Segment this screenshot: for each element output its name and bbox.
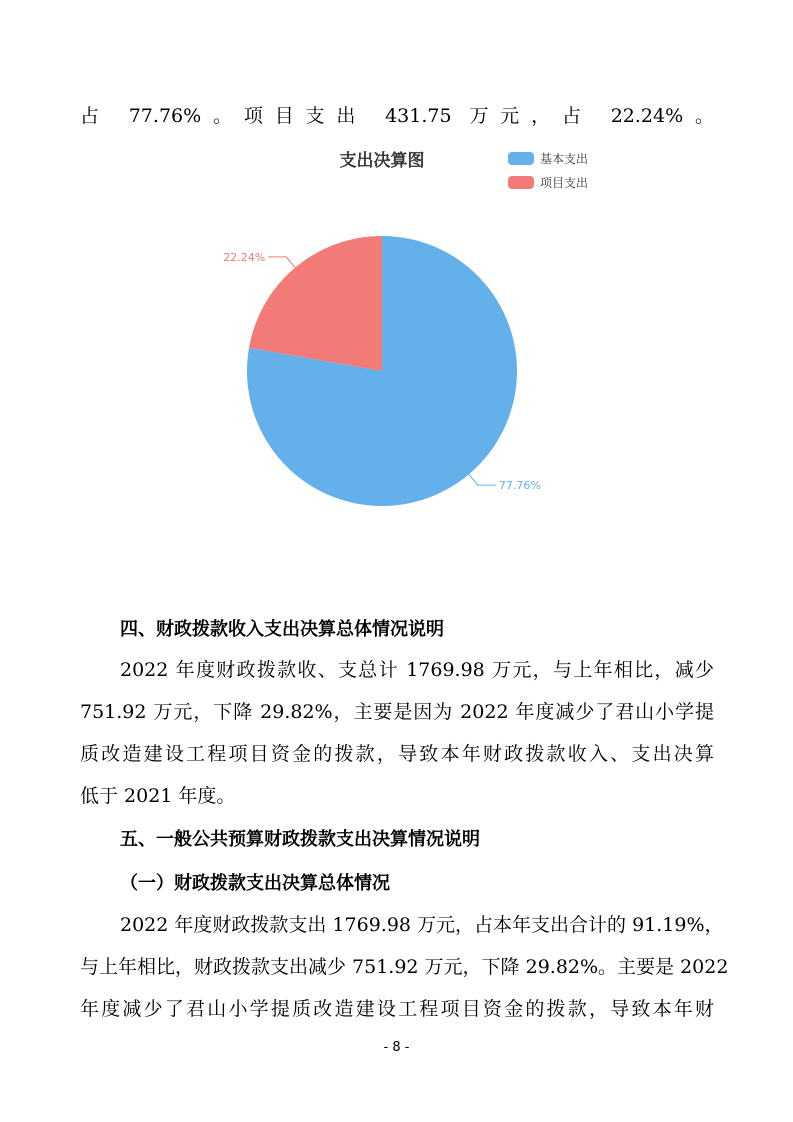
- expenditure-pie-chart: [200, 140, 620, 520]
- pie-slice-1: [249, 236, 382, 371]
- section-heading-5: 五、一般公共预算财政拨款支出决算情况说明: [120, 829, 480, 850]
- paragraph5-line-1: 2022 年度财政拨款支出 1769.98 万元，占本年支出合计的 91.19%，: [120, 914, 724, 936]
- paragraph5-line-2: 与上年相比，财政拨款支出减少 751.92 万元，下降 29.82%。主要是 2022: [80, 956, 729, 978]
- page-number: - 8 -: [383, 1040, 410, 1055]
- section-heading-4: 四、财政拨款收入支出决算总体情况说明: [120, 619, 444, 640]
- paragraph4-line-2: 751.92 万元，下降 29.82%，主要是因为 2022 年度减少了君山小学提: [80, 701, 714, 723]
- legend-swatch-1: [508, 176, 534, 189]
- chart-title: 支出决算图: [339, 151, 425, 171]
- paragraph-line-top: 占 77.76%。项目支出 431.75 万元，占 22.24%。: [80, 105, 714, 127]
- pie-slices: [247, 236, 517, 506]
- pie-label-1: 22.24%: [223, 250, 266, 264]
- pie-label-0: 77.76%: [498, 479, 541, 493]
- pie-leader-line-1: [268, 257, 295, 268]
- legend-swatch-0: [508, 152, 534, 165]
- legend-label-0: 基本支出: [540, 152, 589, 166]
- paragraph5-line-3: 年度减少了君山小学提质改造建设工程项目资金的拨款，导致本年财: [80, 998, 714, 1020]
- chart-legend: [508, 151, 588, 190]
- subsection-heading-5-1: （一）财政拨款支出决算总体情况: [120, 873, 390, 894]
- legend-label-1: 项目支出: [540, 176, 589, 190]
- paragraph4-line-1: 2022 年度财政拨款收、支总计 1769.98 万元，与上年相比，减少: [120, 659, 714, 681]
- pie-leader-line-0: [469, 474, 496, 485]
- paragraph4-line-4: 低于 2021 年度。: [80, 785, 236, 807]
- paragraph4-line-3: 质改造建设工程项目资金的拨款，导致本年财政拨款收入、支出决算: [80, 743, 714, 765]
